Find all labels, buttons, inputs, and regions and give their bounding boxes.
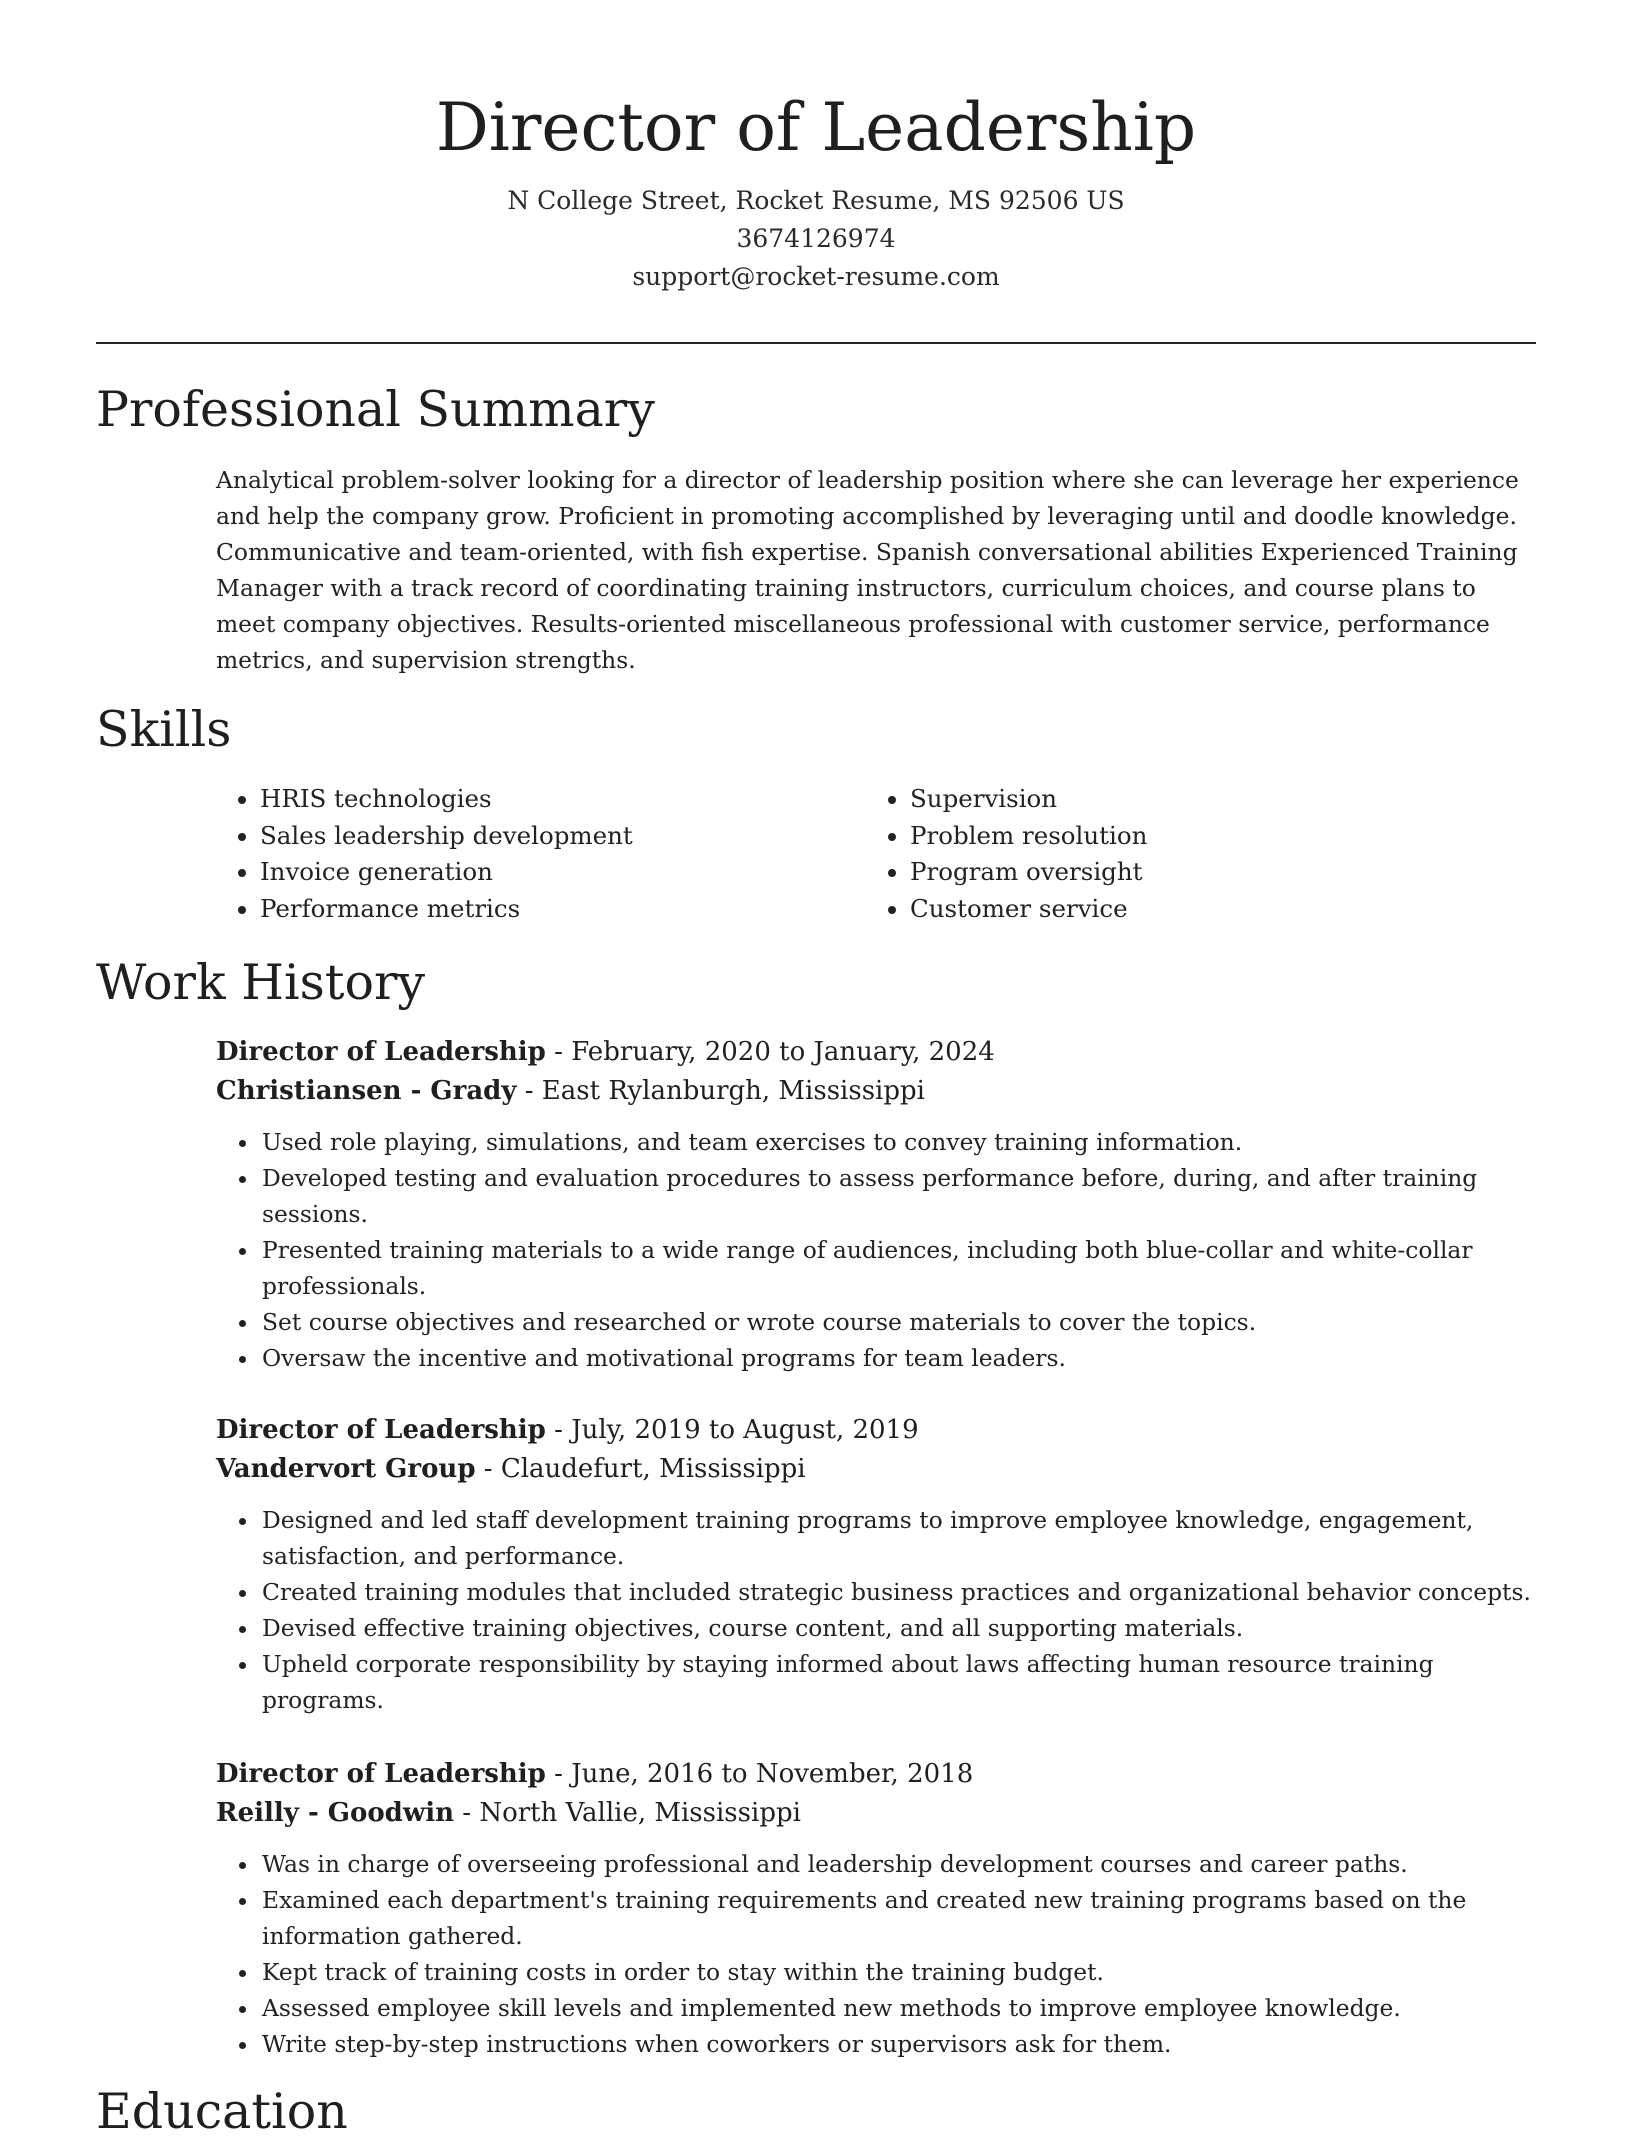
job-bullets — [216, 1124, 1540, 1376]
skill-item: • Customer service — [910, 891, 1147, 928]
job-employer: Reilly - Goodwin — [216, 1798, 455, 1828]
skills-column-left — [216, 781, 633, 928]
skill-item: • Performance metrics — [260, 891, 633, 928]
job-title-line — [216, 1033, 1540, 1072]
candidate-name: Director of Leadership — [435, 89, 1197, 166]
job-position: Director of Leadership — [216, 1759, 546, 1789]
job-employer: Vandervort Group — [216, 1454, 476, 1484]
job-bullet: • Kept track of training costs in order to stay within the training budget. — [260, 1954, 1540, 1990]
skills-column-right — [866, 781, 1147, 928]
job-title-line — [216, 1411, 1540, 1450]
skill-item: • HRIS technologies — [260, 781, 633, 818]
job-location: - Claudefurt, Mississippi — [475, 1454, 806, 1484]
job-title-line — [216, 1755, 1540, 1794]
header-divider — [96, 342, 1536, 344]
skill-item: • Invoice generation — [260, 854, 633, 891]
job-bullet: • Assessed employee skill levels and implemented new methods to improve employee knowledge. — [260, 1990, 1540, 2026]
job-employer-line — [216, 1794, 1540, 1833]
job-bullet: • Presented training materials to a wide range of audiences, including both blue-collar and white-collar professionals. — [260, 1232, 1540, 1304]
job-dates: - February, 2020 to January, 2024 — [545, 1037, 995, 1067]
job-bullet: • Write step-by-step instructions when coworkers or supervisors ask for them. — [260, 2026, 1540, 2062]
job-employer-line — [216, 1450, 1540, 1489]
resume-header — [0, 78, 1632, 296]
contact-address: N College Street, Rocket Resume, MS 92506 US — [507, 186, 1125, 215]
job-bullets — [216, 1502, 1540, 1718]
job-employer-line — [216, 1072, 1540, 1111]
summary-text: Analytical problem-solver looking for a director of leadership position where she can leverage her experience and help the company grow. Proficient in promoting accomplished by leveraging until and doodle knowledge. Communicative and team-oriented, with fish expertise. Spanish conversational abilities Experienced Training Manager with a track record of coordinating training instructors, curriculum choices, and course plans to meet company objectives. Results-oriented miscellaneous professional with customer service, performance metrics, and supervision strengths. — [216, 466, 1519, 674]
job-bullet: • Used role playing, simulations, and team exercises to convey training information. — [260, 1124, 1540, 1160]
job-bullet: • Set course objectives and researched or wrote course materials to cover the topics. — [260, 1304, 1540, 1340]
skill-item: • Problem resolution — [910, 818, 1147, 855]
job-bullet: • Examined each department's training requirements and created new training programs based on the information gathered. — [260, 1882, 1540, 1954]
job-bullet: • Developed testing and evaluation procedures to assess performance before, during, and after training sessions. — [260, 1160, 1540, 1232]
job-location: - East Rylanburgh, Mississippi — [516, 1076, 925, 1106]
summary-heading: Professional Summary — [96, 381, 655, 438]
job-dates: - June, 2016 to November, 2018 — [545, 1759, 974, 1789]
contact-email: support@rocket-resume.com — [632, 262, 1000, 291]
job-entry — [216, 1411, 1540, 1718]
job-location: - North Vallie, Mississippi — [454, 1798, 801, 1828]
contact-phone: 3674126974 — [736, 224, 896, 253]
skill-item: • Supervision — [910, 781, 1147, 818]
job-dates: - July, 2019 to August, 2019 — [545, 1415, 919, 1445]
job-position: Director of Leadership — [216, 1415, 546, 1445]
education-heading: Education — [96, 2083, 348, 2140]
skill-item: • Sales leadership development — [260, 818, 633, 855]
job-entry — [216, 1033, 1540, 1376]
job-bullets — [216, 1846, 1540, 2062]
job-employer: Christiansen - Grady — [216, 1076, 517, 1106]
job-bullet: • Created training modules that included strategic business practices and organizational behavior concepts. — [260, 1574, 1540, 1610]
work-history-heading: Work History — [96, 954, 426, 1011]
job-bullet: • Devised effective training objectives, course content, and all supporting materials. — [260, 1610, 1540, 1646]
job-bullet: • Upheld corporate responsibility by staying informed about laws affecting human resource training programs. — [260, 1646, 1540, 1718]
job-entry — [216, 1755, 1540, 2062]
job-bullet: • Designed and led staff development training programs to improve employee knowledge, engagement, satisfaction, and performance. — [260, 1502, 1540, 1574]
skills-heading: Skills — [96, 701, 232, 758]
job-position: Director of Leadership — [216, 1037, 546, 1067]
job-bullet: • Was in charge of overseeing professional and leadership development courses and career paths. — [260, 1846, 1540, 1882]
job-bullet: • Oversaw the incentive and motivational programs for team leaders. — [260, 1340, 1540, 1376]
skill-item: • Program oversight — [910, 854, 1147, 891]
